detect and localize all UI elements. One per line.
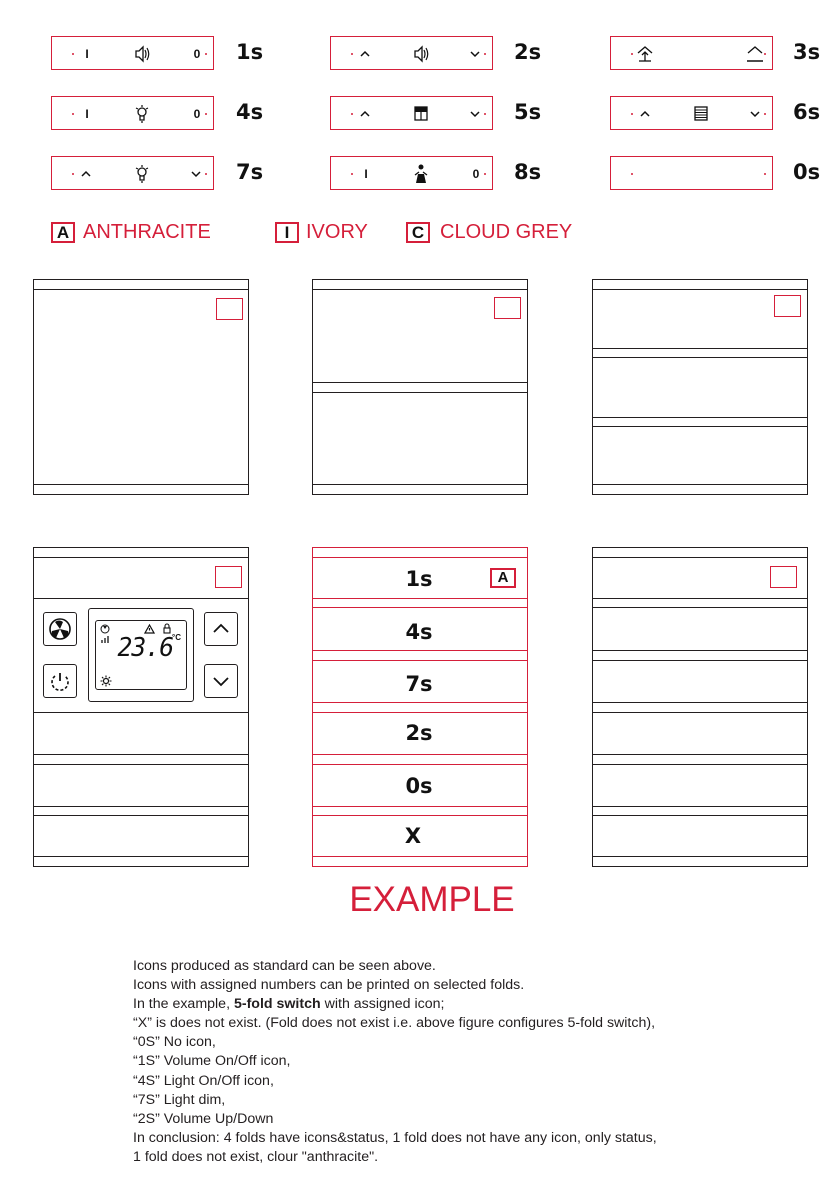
chevron-up-icon [205,613,237,645]
icon-key-3s [610,36,773,70]
note-line: “4S” Light On/Off icon, [133,1072,274,1089]
example-panel [312,547,528,867]
icon-key-8s [330,156,493,190]
icon-code: 4s [236,100,264,124]
icon-key-6s [610,96,773,130]
color-name: IVORY [306,221,368,243]
fan-icon [44,613,76,645]
color-code-slot [215,566,242,588]
up-button[interactable] [204,612,238,646]
thermostat-panel [33,547,249,867]
house-up-icon [635,37,655,71]
example-fold-label: 1s [405,567,433,591]
note-line: “7S” Light dim, [133,1091,226,1108]
icon-key-4s [51,96,214,130]
volume-icon [413,37,429,71]
icon-key-5s [330,96,493,130]
temperature-unit: °C [172,633,181,642]
chevron-down-icon [469,37,481,71]
chevron-down-icon [469,97,481,131]
color-code-slot [774,295,801,317]
notes [133,957,753,1167]
fan-status-icon [100,624,110,634]
icon-code: 2s [514,40,542,64]
example-fold-label: X [404,824,422,848]
panel-2-fold [312,279,528,495]
icon-code: 6s [793,100,821,124]
on-symbol: I [364,167,368,181]
down-button[interactable] [204,664,238,698]
off-symbol: 0 [193,47,201,61]
icon-code: 8s [514,160,542,184]
example-fold-label: 4s [405,620,433,644]
color-code-slot [494,297,521,319]
volume-icon [134,37,150,71]
sun-icon [100,675,112,687]
icon-code: 1s [236,40,264,64]
bulb-icon [134,157,150,191]
chevron-up-icon [359,37,371,71]
temperature-readout: 23.6 [117,633,174,663]
chevron-down-icon [205,665,237,697]
note-line: Icons produced as standard can be seen above. [133,958,436,974]
person-icon [411,157,431,191]
color-name: CLOUD GREY [440,221,573,243]
power-button[interactable] [43,664,77,698]
chevron-up-icon [80,157,92,191]
icon-code: 5s [514,100,542,124]
note-line: Icons with assigned numbers can be printed on selected folds. [133,977,525,994]
example-fold-label: 7s [405,672,433,696]
color-code-box: C [406,222,430,243]
panel-6-fold [592,547,808,867]
color-code-box: A [51,222,75,243]
on-symbol: I [85,47,89,61]
thermostat-display [88,608,194,702]
panel-3-fold [592,279,808,495]
color-code-slot [216,298,243,320]
note-line: “1S” Volume On/Off icon, [133,1053,291,1070]
example-fold-label: 2s [405,721,433,745]
chevron-down-icon [190,157,202,191]
power-icon [44,665,76,697]
icon-code: 0s [793,160,821,184]
color-code-box: I [275,222,299,243]
chevron-down-icon [749,97,761,131]
color-code-slot [770,566,797,588]
window-icon [413,97,429,131]
icon-code: 7s [236,160,264,184]
bulb-icon [134,97,150,131]
example-fold-label: 0s [405,774,433,798]
note-line: “0S” No icon, [133,1034,216,1051]
note-line: In the example, 5-fold switch with assigned icon; [133,996,445,1013]
signal-icon [100,634,110,644]
off-symbol: 0 [472,167,480,181]
panel-1-fold [33,279,249,495]
off-symbol: 0 [193,107,201,121]
fan-button[interactable] [43,612,77,646]
on-symbol: I [85,107,89,121]
icon-key-7s [51,156,214,190]
note-line: 1 fold does not exist, clour "anthracite". [133,1148,379,1165]
shutter-icon [693,97,709,131]
icon-code: 3s [793,40,821,64]
note-line: “X” is does not exist. (Fold does not exist i.e. above figure configures 5-fold switch), [133,1015,656,1032]
chevron-up-icon [639,97,651,131]
note-line: “2S” Volume Up/Down [133,1110,274,1127]
chevron-up-icon [359,97,371,131]
icon-key-1s [51,36,214,70]
example-title: EXAMPLE [349,880,515,919]
note-line: In conclusion: 4 folds have icons&status, 1 fold does not have any icon, only status, [133,1129,657,1146]
icon-key-0s [610,156,773,190]
house-down-icon [745,37,765,71]
icon-key-2s [330,36,493,70]
color-name: ANTHRACITE [83,221,211,243]
example-color-code: A [490,568,516,588]
